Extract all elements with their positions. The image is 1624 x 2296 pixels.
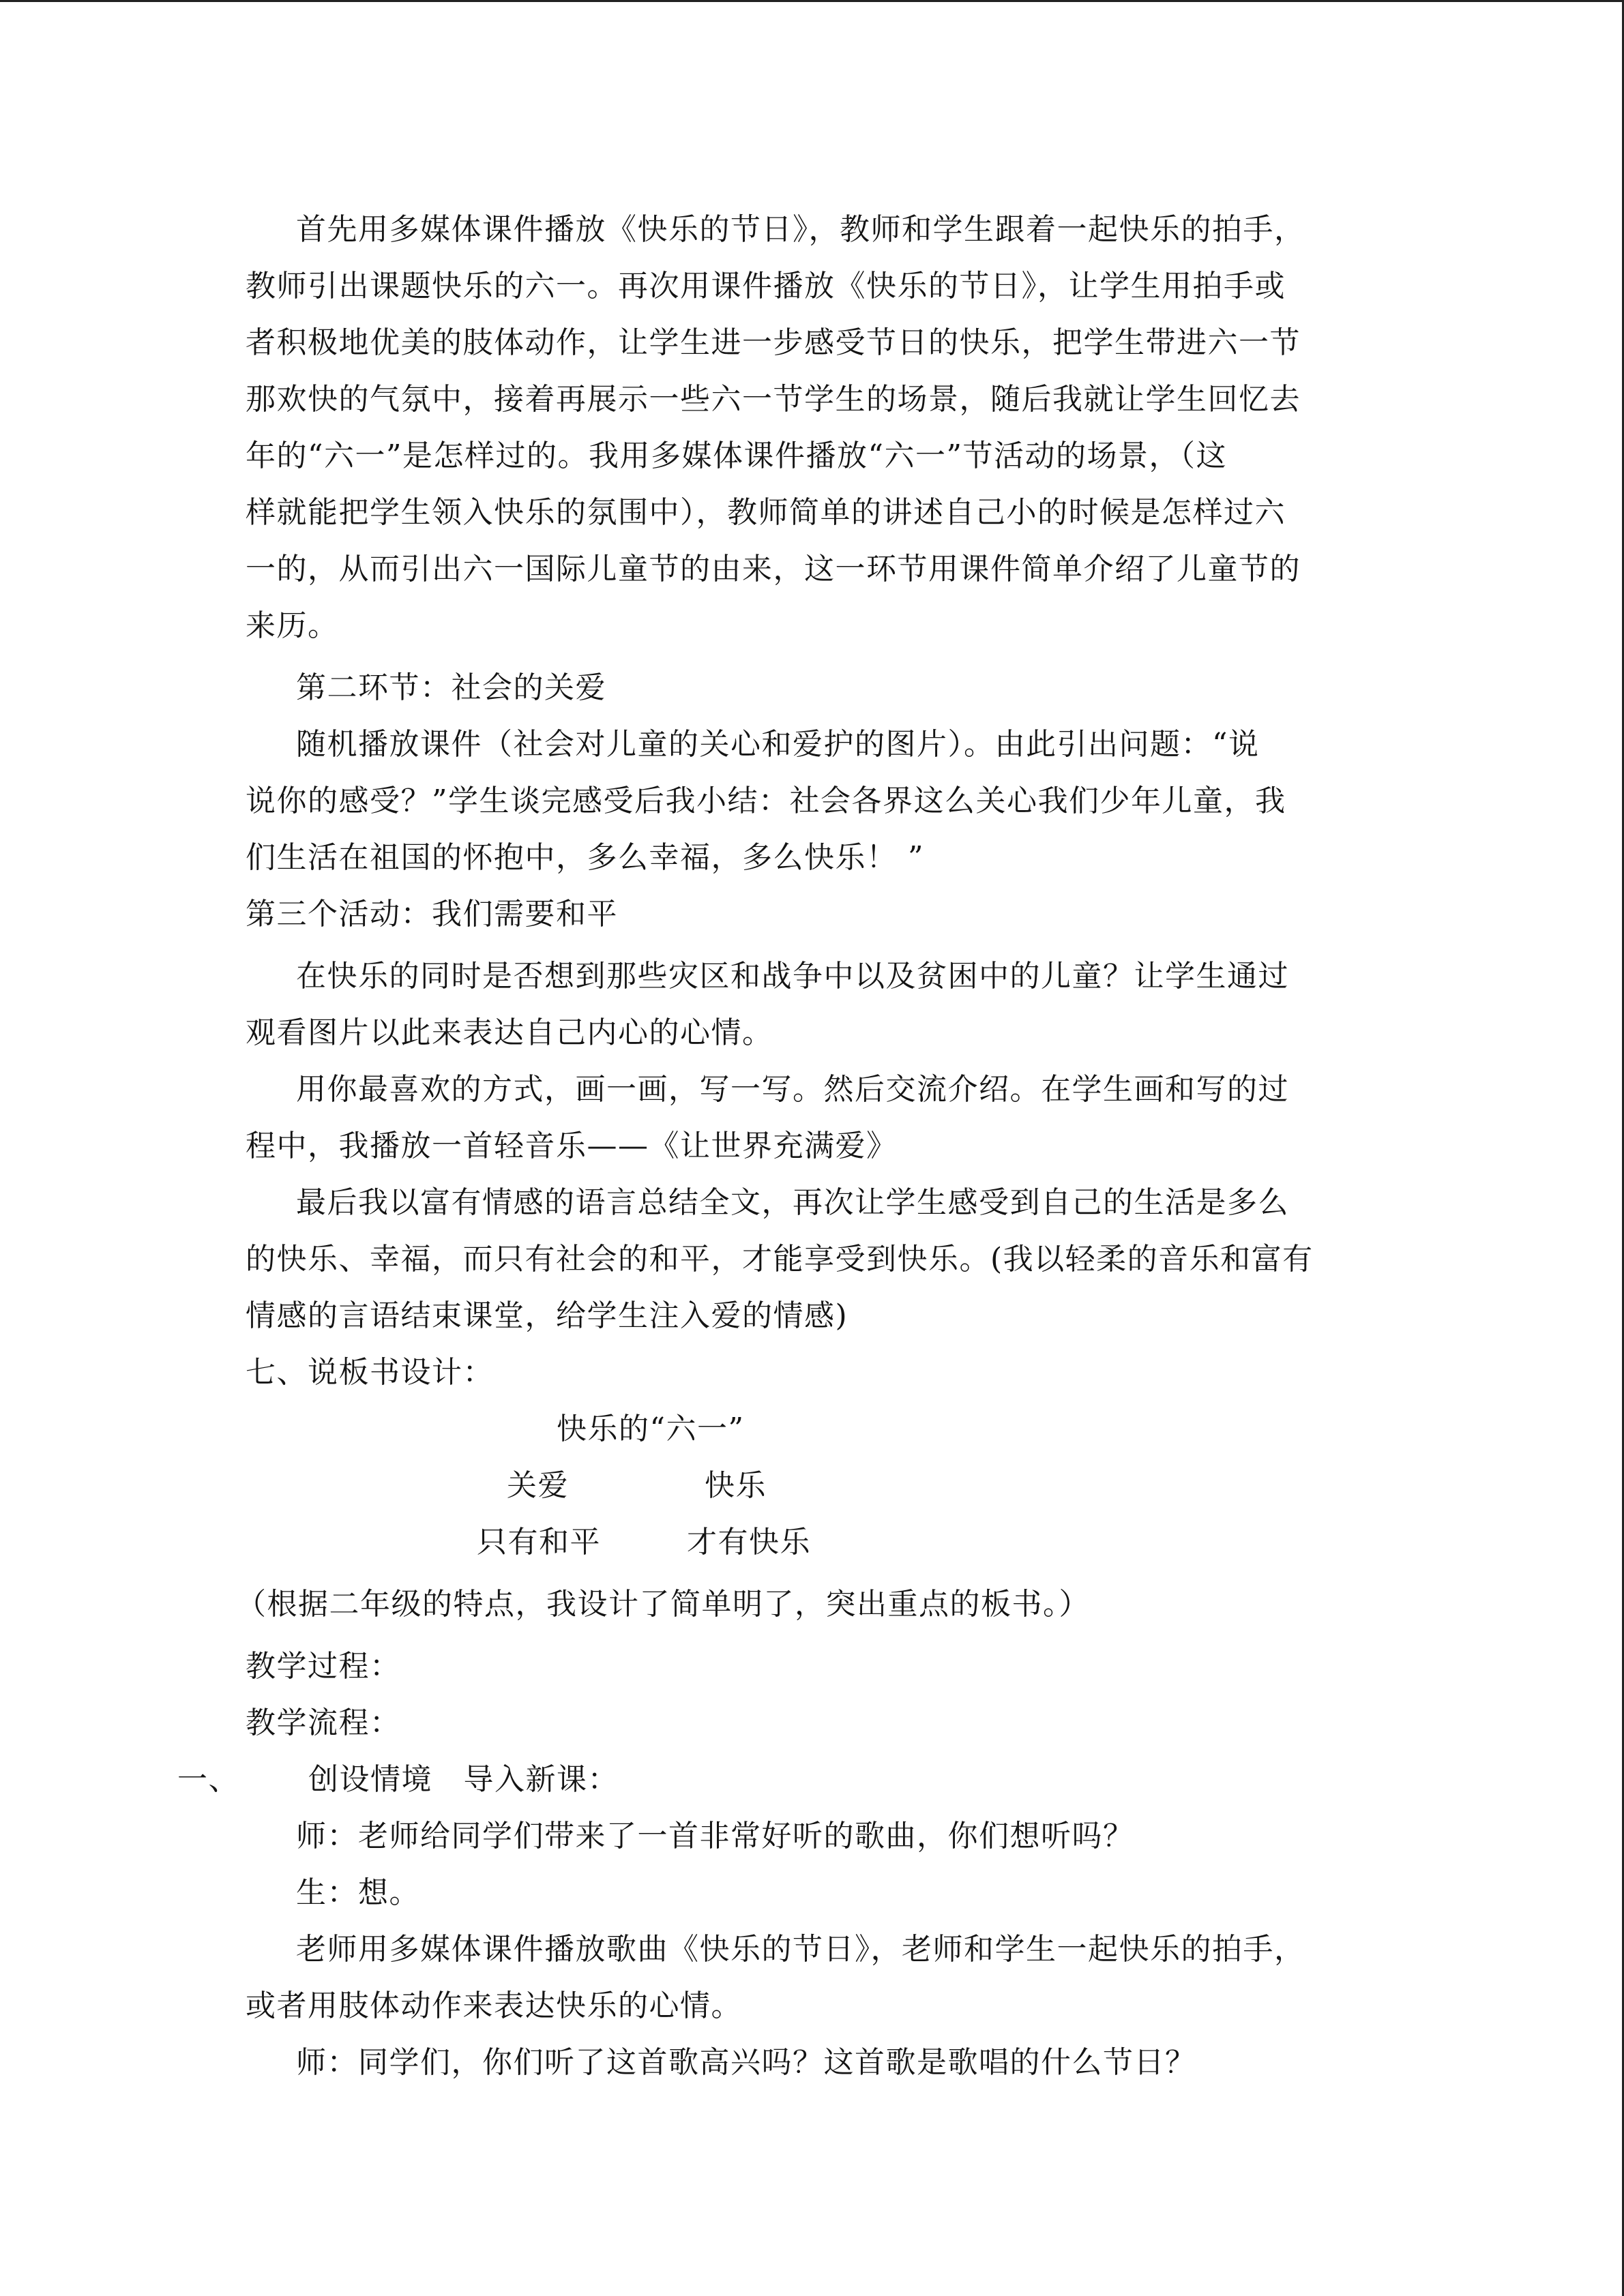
paragraph-line: 观看图片以此来表达自己内心的心情。 (246, 1015, 773, 1050)
paragraph-line: 说你的感受？”学生谈完感受后我小结：社会各界这么关心我们少年儿童，我 (246, 784, 1286, 818)
paragraph-line: 情感的言语结束课堂，给学生注入爱的情感) (246, 1298, 848, 1333)
paragraph-line: 那欢快的气氛中，接着再展示一些六一节学生的场景，随后我就让学生回忆去 (246, 382, 1301, 417)
dialogue-line: 生：想。 (296, 1875, 420, 1910)
paragraph-line: 们生活在祖国的怀抱中，多么幸福，多么快乐！ ” (246, 840, 924, 875)
paragraph-line: 者积极地优美的肢体动作，让学生进一步感受节日的快乐，把学生带进六一节 (246, 325, 1301, 360)
section-heading: 七、说板书设计： (246, 1355, 494, 1390)
paragraph-line: 随机播放课件（社会对儿童的关心和爱护的图片）。由此引出问题：“说 (296, 727, 1260, 762)
dialogue-line: 或者用肢体动作来表达快乐的心情。 (246, 1988, 742, 2023)
paragraph-line: 用你最喜欢的方式，画一画，写一写。然后交流介绍。在学生画和写的过 (296, 1072, 1289, 1107)
board-row2-right: 才有快乐 (687, 1525, 811, 1560)
section-heading: 教学过程： (246, 1649, 401, 1684)
paragraph-line: 样就能把学生领入快乐的氛围中），教师简单的讲述自己小的时候是怎样过六 (246, 495, 1286, 530)
section-title: 创设情境 导入新课： (308, 1762, 619, 1797)
dialogue-line: 老师用多媒体课件播放歌曲《快乐的节日》，老师和学生一起快乐的拍手， (296, 1932, 1305, 1967)
board-row2-left: 只有和平 (477, 1525, 601, 1560)
dialogue-line: 师：同学们，你们听了这首歌高兴吗？这首歌是歌唱的什么节日？ (296, 2045, 1196, 2080)
dialogue-line: 师：老师给同学们带来了一首非常好听的歌曲，你们想听吗？ (296, 1819, 1134, 1853)
paragraph-line: 来历。 (246, 608, 339, 643)
page-border-top (0, 0, 1624, 2)
paragraph-line: 的快乐、幸福，而只有社会的和平，才能享受到快乐。(我以轻柔的音乐和富有 (246, 1242, 1314, 1277)
section-heading: 第三个活动：我们需要和平 (246, 897, 618, 931)
section-heading: 第二环节：社会的关爱 (296, 670, 606, 705)
board-title: 快乐的“六一” (557, 1412, 745, 1446)
board-note: （根据二年级的特点，我设计了简单明了，突出重点的板书。） (236, 1587, 1090, 1622)
section-heading: 教学流程： (246, 1705, 401, 1740)
board-row1-left: 关爱 (507, 1468, 569, 1503)
paragraph-line: 年的“六一”是怎样过的。我用多媒体课件播放“六一”节活动的场景，（这 (246, 438, 1227, 473)
paragraph-line: 首先用多媒体课件播放《快乐的节日》，教师和学生跟着一起快乐的拍手， (296, 212, 1305, 247)
paragraph-line: 程中，我播放一首轻音乐——《让世界充满爱》 (246, 1129, 898, 1163)
paragraph-line: 教师引出课题快乐的六一。再次用课件播放《快乐的节日》，让学生用拍手或 (246, 269, 1286, 303)
paragraph-line: 一的，从而引出六一国际儿童节的由来，这一环节用课件简单介绍了儿童节的 (246, 552, 1301, 586)
board-row1-right: 快乐 (705, 1468, 767, 1503)
paragraph-line: 最后我以富有情感的语言总结全文，再次让学生感受到自己的生活是多么 (296, 1185, 1289, 1220)
section-number: 一、 (177, 1762, 239, 1797)
paragraph-line: 在快乐的同时是否想到那些灾区和战争中以及贫困中的儿童？让学生通过 (296, 959, 1289, 994)
